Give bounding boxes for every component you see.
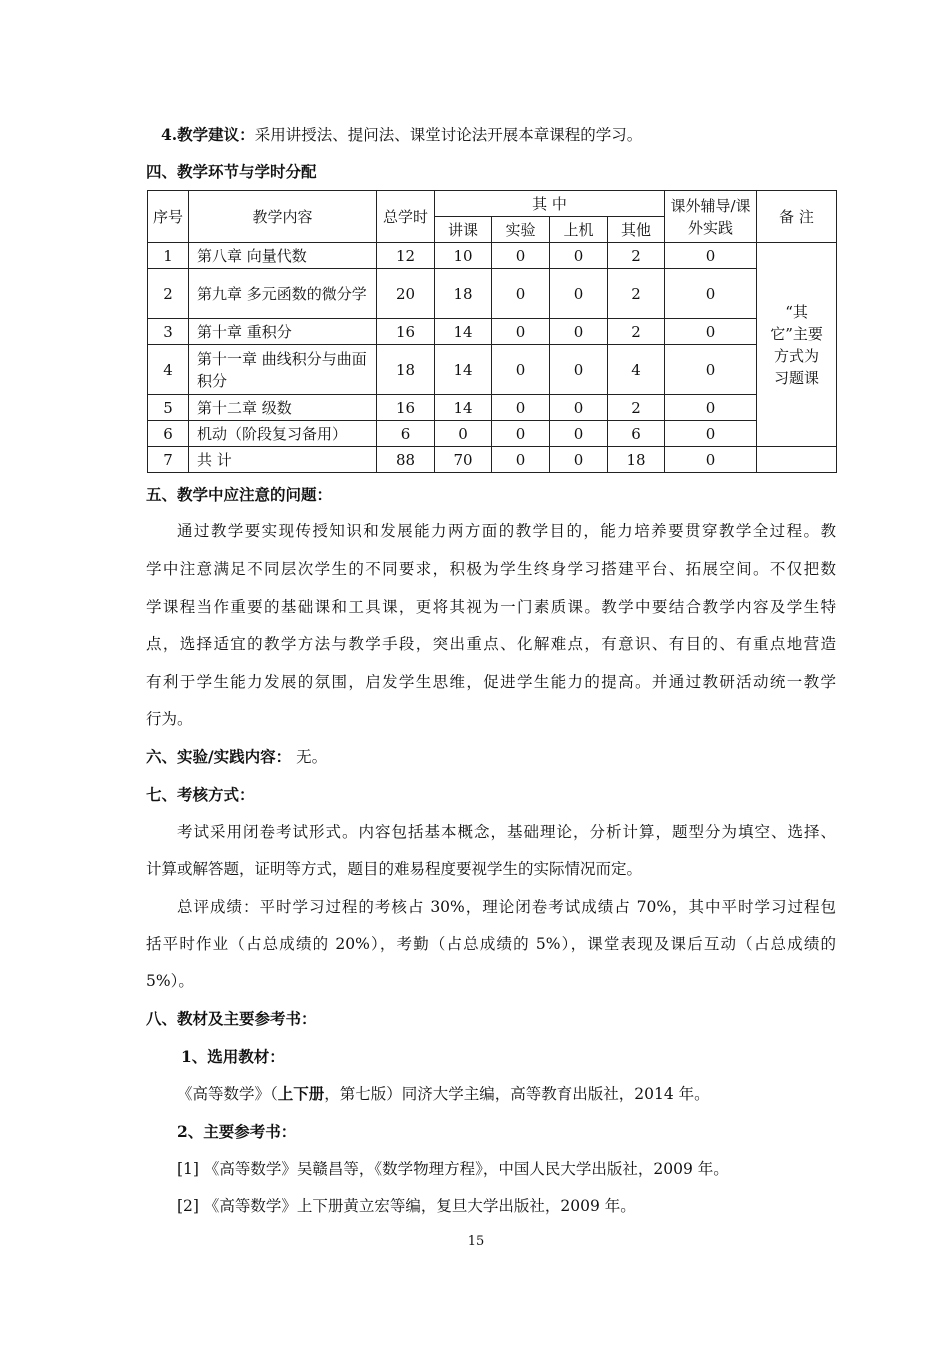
cell-total: 12	[377, 243, 435, 269]
cell-total: 88	[377, 447, 435, 473]
textbook-details: ，第七版）同济大学主编，高等教育出版社，2014 年。	[324, 1085, 710, 1103]
header-lecture: 讲课	[435, 217, 492, 243]
cell-other: 18	[608, 447, 665, 473]
cell-lecture: 14	[435, 345, 492, 395]
header-extra-practice: 课外辅导/课外实践	[665, 191, 757, 243]
section7-heading: 七、考核方式：	[146, 785, 255, 804]
cell-seq: 3	[148, 319, 189, 345]
textbook-entry	[177, 1083, 836, 1105]
page-number: 15	[467, 1234, 485, 1249]
reference-item: [1] 《高等数学》吴赣昌等，《数学物理方程》，中国人民大学出版社，2009 年。	[177, 1160, 729, 1178]
header-computer: 上机	[550, 217, 608, 243]
section5-line: 通过教学要实现传授知识和发展能力两方面的教学目的，能力培养要贯穿教学全过程。教	[177, 522, 836, 540]
cell-extra: 0	[665, 243, 757, 269]
cell-total: 20	[377, 269, 435, 319]
teaching-suggestion	[161, 124, 851, 146]
cell-experiment: 0	[492, 345, 550, 395]
cell-other: 6	[608, 421, 665, 447]
table-row	[148, 421, 837, 447]
textbook-title: 《高等数学》（	[177, 1085, 278, 1103]
section7-line: 括平时作业（占总成绩的 20%），考勤（占总成绩的 5%），课堂表现及课后互动（占总成绩的	[146, 935, 836, 953]
cell-seq: 7	[148, 447, 189, 473]
header-other: 其他	[608, 217, 665, 243]
header-experiment: 实验	[492, 217, 550, 243]
cell-lecture: 14	[435, 395, 492, 421]
cell-content: 第九章 多元函数的微分学	[189, 269, 377, 319]
cell-total: 6	[377, 421, 435, 447]
section5-line: 点，选择适宜的教学方法与教学手段，突出重点、化解难点，有意识、有目的、有重点地营造	[146, 635, 836, 653]
cell-other: 4	[608, 345, 665, 395]
cell-extra: 0	[665, 395, 757, 421]
teaching-suggestion-text: 采用讲授法、提问法、课堂讨论法开展本章课程的学习。	[254, 126, 643, 144]
cell-other: 2	[608, 319, 665, 345]
cell-seq: 5	[148, 395, 189, 421]
textbook-label: 1、选用教材：	[181, 1047, 285, 1066]
teaching-suggestion-label: 4.教学建议：	[161, 125, 255, 144]
cell-seq: 4	[148, 345, 189, 395]
cell-seq: 2	[148, 269, 189, 319]
cell-lecture: 10	[435, 243, 492, 269]
cell-experiment: 0	[492, 421, 550, 447]
cell-lecture: 70	[435, 447, 492, 473]
section7-line: 考试采用闭卷考试形式。内容包括基本概念，基础理论，分析计算，题型分为填空、选择、	[177, 823, 836, 841]
cell-other: 2	[608, 395, 665, 421]
reference-item: [2] 《高等数学》上下册黄立宏等编，复旦大学出版社，2009 年。	[177, 1197, 636, 1215]
section5-line: 学中注意满足不同层次学生的不同要求，积极为学生终身学习搭建平台、拓展空间。不仅把数	[146, 560, 836, 578]
section6	[146, 746, 836, 768]
cell-computer: 0	[550, 319, 608, 345]
section5-heading: 五、教学中应注意的问题：	[146, 485, 333, 504]
cell-computer: 0	[550, 243, 608, 269]
cell-lecture: 0	[435, 421, 492, 447]
cell-seq: 1	[148, 243, 189, 269]
cell-computer: 0	[550, 421, 608, 447]
section4-heading: 四、教学环节与学时分配	[146, 162, 317, 181]
cell-other: 2	[608, 243, 665, 269]
textbook-volumes: 上下册	[277, 1084, 325, 1103]
remark-cell: “其它”主要方式为习题课	[757, 243, 837, 447]
hours-allocation-table	[147, 190, 837, 473]
table-row	[148, 319, 837, 345]
section6-text: 无。	[296, 748, 328, 766]
cell-computer: 0	[550, 447, 608, 473]
header-total-hours: 总学时	[377, 191, 435, 243]
references-label: 2、主要参考书：	[177, 1122, 297, 1141]
table-row	[148, 345, 837, 395]
section5-line: 有利于学生能力发展的氛围，启发学生思维，促进学生能力的提高。并通过教研活动统一教学	[146, 673, 836, 691]
cell-other: 2	[608, 269, 665, 319]
cell-experiment: 0	[492, 269, 550, 319]
section8-heading: 八、教材及主要参考书：	[146, 1009, 317, 1028]
cell-total: 18	[377, 345, 435, 395]
header-remark: 备 注	[757, 191, 837, 243]
section5-line: 行为。	[146, 710, 193, 728]
table-row	[148, 269, 837, 319]
cell-extra: 0	[665, 421, 757, 447]
table-row	[148, 243, 837, 269]
cell-extra: 0	[665, 269, 757, 319]
cell-experiment: 0	[492, 447, 550, 473]
cell-lecture: 18	[435, 269, 492, 319]
header-breakdown: 其 中	[435, 191, 665, 217]
cell-experiment: 0	[492, 243, 550, 269]
section7-line: 总评成绩：平时学习过程的考核占 30%，理论闭卷考试成绩占 70%，其中平时学习过程包	[177, 898, 836, 916]
cell-remark-empty	[757, 447, 837, 473]
cell-content: 机动（阶段复习备用）	[189, 421, 377, 447]
cell-extra: 0	[665, 319, 757, 345]
section5-line: 学课程当作重要的基础课和工具课，更将其视为一门素质课。教学中要结合教学内容及学生特	[146, 598, 836, 616]
cell-content: 第十二章 级数	[189, 395, 377, 421]
cell-experiment: 0	[492, 395, 550, 421]
cell-content: 共 计	[189, 447, 377, 473]
cell-content: 第八章 向量代数	[189, 243, 377, 269]
header-seq: 序号	[148, 191, 189, 243]
cell-experiment: 0	[492, 319, 550, 345]
header-content: 教学内容	[189, 191, 377, 243]
section6-heading: 六、实验/实践内容：	[146, 747, 292, 766]
cell-extra: 0	[665, 345, 757, 395]
section7-line: 5%）。	[146, 972, 194, 990]
cell-total: 16	[377, 319, 435, 345]
table-row	[148, 395, 837, 421]
cell-lecture: 14	[435, 319, 492, 345]
cell-content: 第十章 重积分	[189, 319, 377, 345]
cell-content: 第十一章 曲线积分与曲面积分	[189, 345, 377, 395]
section7-line: 计算或解答题，证明等方式，题目的难易程度要视学生的实际情况而定。	[146, 860, 643, 878]
cell-computer: 0	[550, 395, 608, 421]
cell-total: 16	[377, 395, 435, 421]
cell-computer: 0	[550, 269, 608, 319]
cell-extra: 0	[665, 447, 757, 473]
cell-computer: 0	[550, 345, 608, 395]
cell-seq: 6	[148, 421, 189, 447]
table-row-total	[148, 447, 837, 473]
